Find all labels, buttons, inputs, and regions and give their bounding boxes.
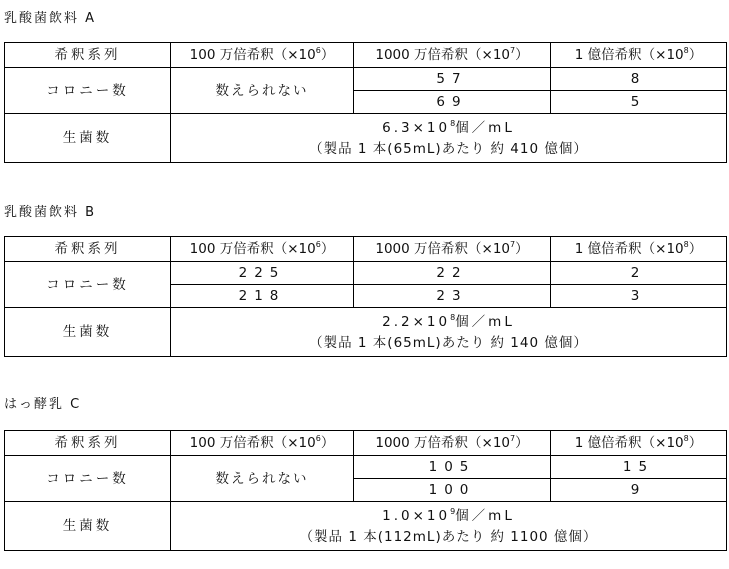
section-title: はっ酵乳 C xyxy=(4,397,82,412)
table-cell: 2 xyxy=(551,262,727,285)
colony-label: コロニー数 xyxy=(5,68,171,114)
header-row xyxy=(5,43,727,68)
table-row xyxy=(5,456,727,479)
header-row xyxy=(5,431,727,456)
results-table xyxy=(4,42,727,163)
viable-note: （製品 1 本(65mL)あたり 約 410 億個） xyxy=(309,140,588,157)
viable-label: 生菌数 xyxy=(5,114,171,163)
table-cell: 69 xyxy=(354,91,551,114)
results-table xyxy=(4,430,727,551)
viable-row xyxy=(5,114,727,163)
header-cell: 100 万倍希釈$(\times 10^6)$ xyxy=(171,431,354,456)
header-cell: 希釈系列 xyxy=(5,43,171,68)
header-cell: 1 億倍希釈$(\times 10^8)$ xyxy=(551,431,727,456)
viable-note: （製品 1 本(65mL)あたり 約 140 億個） xyxy=(309,334,588,351)
header-cell: 1 億倍希釈$(\times 10^8)$ xyxy=(551,43,727,68)
table-cell: 5 xyxy=(551,91,727,114)
table-cell: 22 xyxy=(354,262,551,285)
viable-row xyxy=(5,502,727,551)
table-cell: 57 xyxy=(354,68,551,91)
results-table xyxy=(4,236,727,357)
table-cell: 数えられない xyxy=(171,456,354,502)
table-cell: 23 xyxy=(354,285,551,308)
table-cell: 105 xyxy=(354,456,551,479)
table-row xyxy=(5,68,727,91)
table-cell: 15 xyxy=(551,456,727,479)
table-cell: 3 xyxy=(551,285,727,308)
table-cell: 225 xyxy=(171,262,354,285)
table-row xyxy=(5,262,727,285)
table-cell: 数えられない xyxy=(171,68,354,114)
table-cell: 9 xyxy=(551,479,727,502)
table-cell: 8 xyxy=(551,68,727,91)
viable-row xyxy=(5,308,727,357)
header-row xyxy=(5,237,727,262)
viable-value-cell: $1.0\times 10^9$個／mL （製品 1 本(112mL)あたり 約 1100 億個） xyxy=(171,502,727,551)
table-cell: 100 xyxy=(354,479,551,502)
section-title: 乳酸菌飲料 B xyxy=(4,205,97,220)
viable-note: （製品 1 本(112mL)あたり 約 1100 億個） xyxy=(299,528,598,545)
header-cell: 1 億倍希釈$(\times 10^8)$ xyxy=(551,237,727,262)
header-cell: 100 万倍希釈$(\times 10^6)$ xyxy=(171,43,354,68)
colony-label: コロニー数 xyxy=(5,262,171,308)
section-title: 乳酸菌飲料 A xyxy=(4,11,97,26)
header-cell: 100 万倍希釈$(\times 10^6)$ xyxy=(171,237,354,262)
header-cell: 希釈系列 xyxy=(5,237,171,262)
header-cell: 希釈系列 xyxy=(5,431,171,456)
colony-label: コロニー数 xyxy=(5,456,171,502)
viable-value-cell: $6.3\times 10^8$個／mL （製品 1 本(65mL)あたり 約 410 億個） xyxy=(171,114,727,163)
viable-label: 生菌数 xyxy=(5,502,171,551)
header-cell: 1000 万倍希釈$(\times 10^7)$ xyxy=(354,43,551,68)
viable-label: 生菌数 xyxy=(5,308,171,357)
header-cell: 1000 万倍希釈$(\times 10^7)$ xyxy=(354,237,551,262)
viable-value-cell: $2.2\times 10^8$個／mL （製品 1 本(65mL)あたり 約 140 億個） xyxy=(171,308,727,357)
header-cell: 1000 万倍希釈$(\times 10^7)$ xyxy=(354,431,551,456)
table-cell: 218 xyxy=(171,285,354,308)
